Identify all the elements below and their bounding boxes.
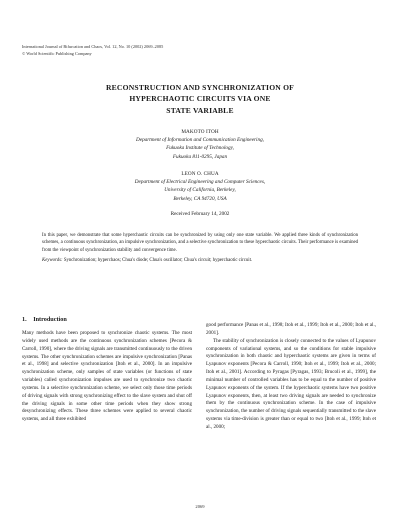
abstract (42, 232, 358, 265)
journal-citation: International Journal of Bifurcation and Chaos, Vol. 12, No. 10 (2002) 2069–2085 (22, 44, 164, 49)
title-line-1: RECONSTRUCTION AND SYNCHRONIZATION OF (105, 83, 295, 92)
keywords-line (42, 257, 358, 264)
author-name: LEON O. CHUA (181, 171, 219, 177)
section-number: 1. (22, 316, 27, 323)
body-column-left (22, 330, 192, 424)
section-heading (22, 316, 67, 324)
author-address: Fukuoka 811-0295, Japan (172, 153, 228, 160)
keywords-label: Keywords: (42, 258, 63, 264)
author-name: MAKOTO ITOH (181, 129, 219, 135)
journal-header (22, 44, 163, 57)
author-department: Department of Electrical Engineering and Computer Sciences, (134, 179, 266, 186)
body-column-right (206, 322, 376, 432)
author-institution: University of California, Berkeley, (164, 187, 236, 194)
paper-title (40, 82, 360, 116)
author-department: Department of Information and Communication Engineering, (136, 137, 264, 144)
abstract-text: In this paper, we demonstrate that some hyperchaotic circuits can be synchronized by using only one state variable. We applied three kinds of synchronization schemes, a continuous synchronization, an impulsive synchronization, and a selective synchronization to these hyperchaotic circuits. Their performance is examined from the viewpoint of synchronization stability and convergence time. (42, 233, 358, 253)
author-block-1 (60, 128, 340, 161)
body-paragraph: Many methods have been proposed to synchronize chaotic systems. The most widely used methods are the continuous synchronization schemes [Pecora & Carroll, 1990], where the driving signals are transmitted continuously to the driven systems. The other synchronization schemes are impulsive synchronization [Panas et al., 1998] and selective synchronization [Itoh et al., 2000]. In an impulsive synchronization scheme, only samples of state variables (or functions of state variables) called synchronization impulses are used to synchronize two chaotic systems. In a selective synchronization scheme, we select only those time periods of driving signals with strong synchronizing effect to the slave system and shut off the driving signals in some other time periods when they show strong desynchronizing effects. These three schemes were applied to several chaotic systems, and all three exhibited (22, 330, 192, 423)
publisher-name: World Scientific Publishing Company (26, 50, 92, 56)
keywords-text: Synchronization; hyperchaos; Chua's diode; Chua's oscillator; Chua's circuit; hyperchaotic circuit. (63, 258, 253, 264)
received-date: Received February 14, 2002 (170, 211, 230, 217)
title-line-2: HYPERCHAOTIC CIRCUITS VIA ONE (129, 94, 271, 104)
copyright-icon: © (22, 50, 26, 56)
page-number: 2069 (195, 504, 205, 509)
title-line-3: STATE VARIABLE (166, 105, 234, 115)
author-address: Berkeley, CA 94720, USA (173, 195, 227, 202)
body-paragraph: good performance [Panas et al., 1998; Itoh et al., 1999; Itoh et al., 2000; Itoh et al., 2001]. (206, 322, 376, 336)
author-block-2 (60, 170, 340, 203)
author-institution: Fukuoka Institute of Technology, (166, 145, 234, 152)
section-title: Introduction (33, 316, 67, 323)
body-paragraph: The stability of synchronization is closely connected to the values of Lyapunov components of variational systems, and so the conditions for stable impulsive synchronization in both chaotic and hyperchaotic systems are given in terms of Lyapunov exponents [Pecora & Carroll, 1990; Itoh et al., 1999; Itoh et al., 2000; Itoh et al., 2001]. According to Pyragas [Pyragas, 1993; Brucoli et al., 1999], the minimal number of controlled variables has to be equal to the number of positive Lyapunov exponents of the system. If the hyperchaotic systems have two positive Lyapunov exponents, then, at least two driving signals are needed to synchronize them by the continuous synchronization scheme. In the case of impulsive synchronization, the number of driving signals sequentially transmitted to the slave systems via time-division is greater than or equal to two [Itoh et al., 1999; Itoh et al., 2000; (206, 337, 376, 430)
copyright-line (22, 51, 163, 58)
